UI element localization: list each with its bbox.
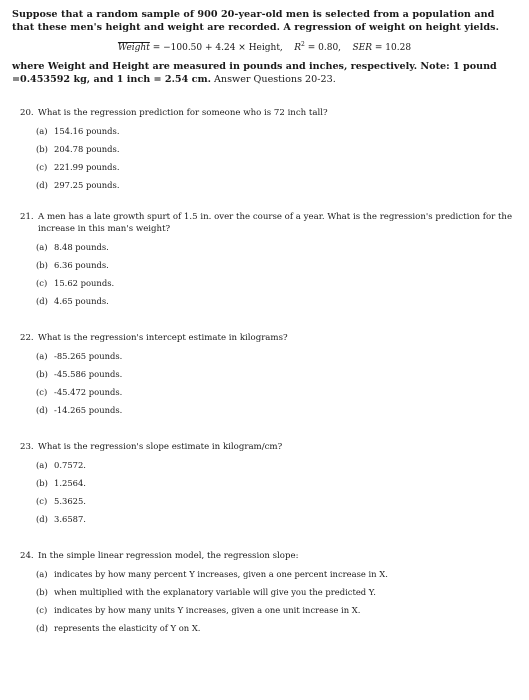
question-number: 20. xyxy=(20,108,34,118)
option-label: (b) xyxy=(36,144,48,154)
question-prompt: A men has a late growth spurt of 1.5 in. over the course of a year. What is the regression's prediction for the increase in this man's weight? xyxy=(38,212,513,234)
option-text: indicates by how many units Y increases, given a one unit increase in X. xyxy=(54,605,361,615)
option-b xyxy=(36,586,517,598)
option-b xyxy=(36,143,517,155)
question-text xyxy=(12,550,517,562)
option-label: (c) xyxy=(36,162,48,172)
option-label: (d) xyxy=(36,296,48,306)
option-text: -85.265 pounds. xyxy=(54,351,123,361)
option-label: (b) xyxy=(36,587,48,597)
option-text: 4.65 pounds. xyxy=(54,296,109,306)
option-c xyxy=(36,386,517,398)
option-text: indicates by how many percent Y increases, given a one percent increase in X. xyxy=(54,569,388,579)
question-text xyxy=(12,441,517,453)
question-23 xyxy=(12,441,517,525)
option-label: (d) xyxy=(36,623,48,633)
units-note-bold: where Weight and Height are measured in pounds and inches, respectively. Note: 1 pound =0.453592 kg, and 1 inch = 2.54 cm. xyxy=(12,61,497,85)
option-c xyxy=(36,161,517,173)
regression-equation xyxy=(12,41,517,53)
option-text: 5.3625. xyxy=(54,496,86,506)
option-text: 8.48 pounds. xyxy=(54,242,109,252)
option-text: 0.7572. xyxy=(54,460,86,470)
ser-label: SER xyxy=(352,43,373,53)
option-text: -45.472 pounds. xyxy=(54,387,123,397)
option-label: (d) xyxy=(36,405,48,415)
equation-lhs: Weight xyxy=(117,43,150,53)
option-text: 204.78 pounds. xyxy=(54,144,120,154)
option-label: (c) xyxy=(36,605,48,615)
option-a xyxy=(36,241,517,253)
option-label: (b) xyxy=(36,369,48,379)
r2-exponent: 2 xyxy=(301,41,305,48)
option-text: 154.16 pounds. xyxy=(54,126,120,136)
option-text: 221.99 pounds. xyxy=(54,162,120,172)
option-label: (a) xyxy=(36,460,48,470)
option-a xyxy=(36,459,517,471)
option-label: (b) xyxy=(36,478,48,488)
question-number: 23. xyxy=(20,442,34,452)
question-prompt: What is the regression prediction for someone who is 72 inch tall? xyxy=(38,108,328,118)
question-text xyxy=(12,107,517,119)
question-21 xyxy=(12,211,517,307)
option-label: (d) xyxy=(36,514,48,524)
option-a xyxy=(36,125,517,137)
option-b xyxy=(36,259,517,271)
question-number: 21. xyxy=(20,212,34,222)
option-text: 1.2564. xyxy=(54,478,86,488)
r2-label: R xyxy=(294,43,302,53)
option-d xyxy=(36,622,517,634)
equation-rhs: = −100.50 + 4.24 × Height, xyxy=(152,43,283,53)
units-note xyxy=(12,60,517,86)
question-prompt: In the simple linear regression model, the regression slope: xyxy=(38,551,299,561)
option-label: (c) xyxy=(36,387,48,397)
option-label: (a) xyxy=(36,242,48,252)
question-number: 22. xyxy=(20,333,34,343)
option-text: -45.586 pounds. xyxy=(54,369,123,379)
option-text: -14.265 pounds. xyxy=(54,405,123,415)
option-b xyxy=(36,477,517,489)
units-note-instructions: Answer Questions 20-23. xyxy=(210,74,336,85)
question-text xyxy=(12,332,517,344)
option-label: (a) xyxy=(36,126,48,136)
option-d xyxy=(36,513,517,525)
option-text: 3.6587. xyxy=(54,514,86,524)
option-d xyxy=(36,404,517,416)
option-label: (c) xyxy=(36,496,48,506)
question-number: 24. xyxy=(20,551,34,561)
option-text: when multiplied with the explanatory variable will give you the predicted Y. xyxy=(54,587,376,597)
option-text: 297.25 pounds. xyxy=(54,180,120,190)
option-label: (d) xyxy=(36,180,48,190)
question-22 xyxy=(12,332,517,416)
option-d xyxy=(36,179,517,191)
option-label: (c) xyxy=(36,278,48,288)
option-a xyxy=(36,350,517,362)
option-c xyxy=(36,495,517,507)
ser-value: = 10.28 xyxy=(374,43,412,53)
problem-statement: Suppose that a random sample of 900 20-year-old men is selected from a population and that these men's height and weight are recorded. A regression of weight on height yields. xyxy=(12,9,499,33)
question-text xyxy=(12,211,517,235)
option-text: 6.36 pounds. xyxy=(54,260,109,270)
option-label: (a) xyxy=(36,569,48,579)
option-label: (a) xyxy=(36,351,48,361)
question-20 xyxy=(12,107,517,191)
option-text: represents the elasticity of Y on X. xyxy=(54,623,201,633)
option-a xyxy=(36,568,517,580)
option-c xyxy=(36,277,517,289)
option-b xyxy=(36,368,517,380)
option-d xyxy=(36,295,517,307)
r2-value: = 0.80, xyxy=(307,43,342,53)
option-text: 15.62 pounds. xyxy=(54,278,115,288)
question-prompt: What is the regression's intercept estimate in kilograms? xyxy=(38,333,288,343)
option-c xyxy=(36,604,517,616)
question-24 xyxy=(12,550,517,634)
option-label: (b) xyxy=(36,260,48,270)
question-prompt: What is the regression's slope estimate in kilogram/cm? xyxy=(38,442,283,452)
